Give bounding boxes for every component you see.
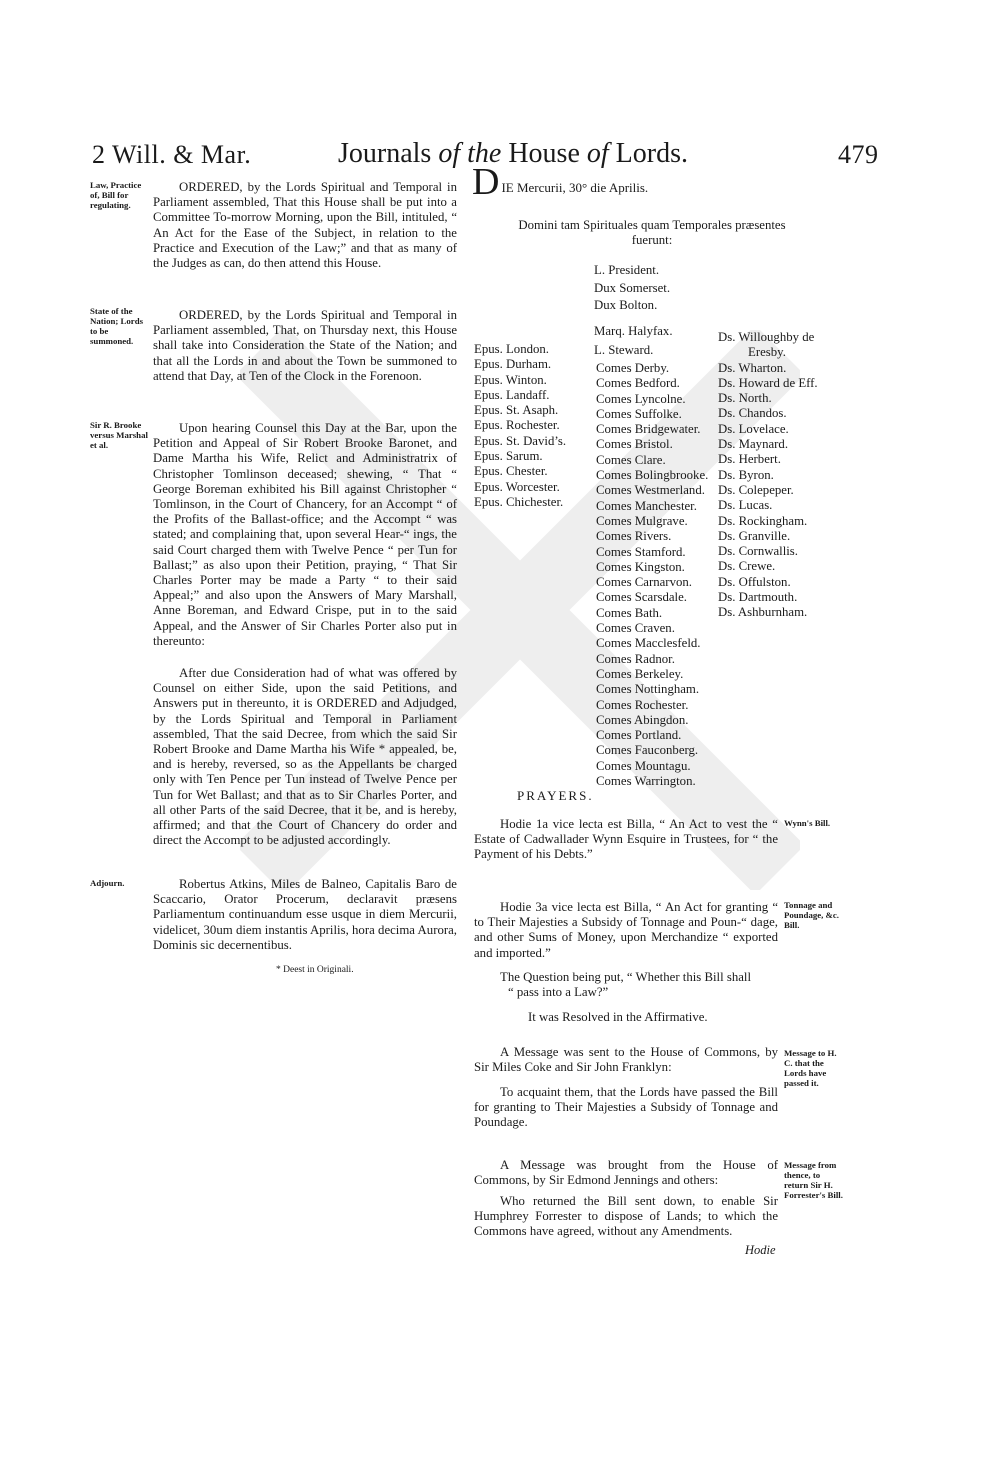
margin-note-wynn: Wynn's Bill. — [784, 818, 831, 828]
header-lords: Lords. — [615, 138, 688, 169]
bishop: Epus. Durham. — [474, 357, 552, 372]
earl: Comes Radnor. — [596, 651, 675, 666]
baron: Ds. Chandos. — [718, 406, 787, 421]
drop-cap: D — [472, 161, 500, 203]
bishop: Epus. Rochester. — [474, 418, 560, 433]
earl: Comes Bolingbrooke. — [596, 468, 709, 483]
baron: Eresby. — [748, 345, 786, 360]
margin-note-state-nation: State of the Nation; Lords to be summoned. — [90, 306, 144, 346]
baron: Ds. Granville. — [718, 528, 791, 543]
baron: Ds. Rockingham. — [718, 513, 808, 528]
earl: Comes Fauconberg. — [596, 743, 699, 758]
margin-note-message-to: Message to H. C. that the Lords have passed it. — [784, 1048, 837, 1088]
footnote: * Deest in Originali. — [276, 965, 354, 975]
earl: Comes Nottingham. — [596, 682, 700, 697]
page-number: 479 — [838, 140, 879, 169]
earl: Comes Mulgrave. — [596, 513, 688, 528]
baron: Ds. Willoughby de — [718, 330, 815, 344]
baron: Ds. Cornwallis. — [718, 544, 798, 559]
earl: Comes Stamford. — [596, 544, 686, 559]
earl: Comes Lyncolne. — [596, 391, 686, 406]
bishops-list — [474, 342, 566, 510]
earl: Comes Scarsdale. — [596, 590, 687, 605]
header-the: the — [467, 138, 502, 169]
header-of: of — [438, 138, 461, 169]
margin-note-adjourn: Adjourn. — [90, 878, 125, 888]
officer: L. President. — [594, 263, 660, 277]
earl: Comes Suffolke. — [596, 406, 682, 421]
baron: Ds. Byron. — [718, 467, 774, 482]
bishop: Epus. Chester. — [474, 464, 548, 479]
die-heading — [472, 161, 832, 203]
bishop: Epus. St. David’s. — [474, 433, 567, 448]
baron: Ds. Lovelace. — [718, 421, 789, 436]
question-line-1: The Question being put, “ Whether this Bill shall — [500, 970, 752, 984]
domini-line-1: Domini tam Spirituales quam Temporales præsentes — [518, 218, 786, 232]
earl: Comes Westmerland. — [596, 483, 705, 498]
earl: Comes Carnarvon. — [596, 575, 692, 590]
margin-note-tonnage: Tonnage and Poundage, &c. Bill. — [784, 900, 839, 930]
order-law-practice: ORDERED, by the Lords Spiritual and Temporal in Parliament assembled, That this House shall be put into a Committee To-morrow Morning, upon the Bill, intituled, “ An Act for the Ease of the Subject, in relation to the Practice and Execution of the Law;” and that as many of the Judges as can, do then attend this House. — [153, 180, 457, 271]
baron: Ds. Crewe. — [718, 559, 776, 574]
officer: Dux Bolton. — [594, 298, 658, 312]
bishop: Epus. London. — [474, 342, 550, 356]
domini-heading — [472, 218, 832, 248]
header-house: House — [508, 138, 580, 169]
message-brought-text: A Message was brought from the House of Commons, by Sir Edmond Jennings and others: — [474, 1158, 778, 1188]
earl: Comes Derby. — [596, 361, 670, 375]
margin-note-brooke: Sir R. Brooke versus Marshal et al. — [90, 420, 148, 450]
header-journals: Journals — [338, 138, 432, 169]
message-sent-text: A Message was sent to the House of Commons, by Sir Miles Coke and Sir John Franklyn: — [474, 1045, 778, 1075]
barons-list — [718, 330, 818, 621]
header-regnal-year: 2 Will. & Mar. — [92, 140, 252, 169]
earl: Comes Bedford. — [596, 376, 680, 391]
prayers-heading: PRAYERS. — [517, 788, 594, 803]
margin-note-message-from: Message from thence, to return Sir H. Forrester's Bill. — [784, 1160, 843, 1200]
baron: Ds. Colepeper. — [718, 482, 794, 497]
die-heading-text: IE Mercurii, 30° die Aprilis. — [501, 180, 649, 195]
earl: Comes Bath. — [596, 605, 663, 620]
officers-list — [594, 262, 673, 360]
earl: Comes Abingdon. — [596, 712, 689, 727]
earl: Comes Kingston. — [596, 559, 685, 574]
bishop: Epus. Worcester. — [474, 479, 560, 494]
earl: Comes Craven. — [596, 621, 675, 636]
earl: Comes Berkeley. — [596, 666, 684, 681]
question-put — [500, 970, 790, 1000]
earls-list — [596, 361, 708, 789]
bill-wynn-text: Hodie 1a vice lecta est Billa, “ An Act to vest the “ Estate of Cadwallader Wynn Esquire in Trustees, for “ the Payment of his Debts.” — [474, 817, 778, 862]
baron: Ds. Dartmouth. — [718, 590, 798, 605]
baron: Ds. Wharton. — [718, 360, 787, 375]
bishop: Epus. Landaff. — [474, 387, 550, 402]
brooke-judgment-text: After due Consideration had of what was offered by Counsel on either Side, upon the said Petitions, and Answers put in thereunto, it is ORDERED and Adjudged, by the Lords Spiritual and Temporal in Parliament assembled, That the said Decree, from which the said Sir Robert Brooke and Dame Martha his Wife * appealed, be, and is hereby, reversed, so as the Appellants be charged only with Ten Pence per Tun instead of Twelve Pence per Tun for Wet Ballast; and that as to Sir Charles Porter, and all other Parts of the said Decree, that it be, and is hereby, affirmed; and that the Court of Chancery do order and direct the Accompt to be adjusted accordingly. — [153, 666, 457, 848]
baron: Ds. Maynard. — [718, 437, 789, 452]
baron: Ds. Lucas. — [718, 498, 773, 513]
adjournment-text: Robertus Atkins, Miles de Balneo, Capitalis Baro de Scaccario, Orator Procerum, declaravit præsens Parliamentum continuandum esse usque in diem Mercurii, videlicet, 30um diem instantis Aprilis, hora decima Aurora, Dominis sic decernentibus. — [153, 877, 457, 952]
baron: Ds. North. — [718, 391, 772, 406]
catchword: Hodie — [745, 1243, 776, 1257]
returned-bill-text: Who returned the Bill sent down, to enable Sir Humphrey Forrester to dispose of Lands; to which the Commons have agreed, without any Amendments. — [474, 1194, 778, 1239]
earl: Comes Rochester. — [596, 697, 689, 712]
baron: Ds. Howard de Eff. — [718, 375, 818, 390]
earl: Comes Rivers. — [596, 529, 672, 544]
margin-note-law-practice: Law, Practice of, Bill for regulating. — [90, 180, 142, 210]
baron: Ds. Offulston. — [718, 574, 791, 589]
brooke-appeal-text: Upon hearing Counsel this Day at the Bar, upon the Petition and Appeal of Sir Robert Brooke Baronet, and Dame Martha his Wife, Relict and Administratrix of Christopher Tomlinson deceased; shewing, “ That “ George Boreman exhibited his Bill against Christopher “ Tomlinson, in the Court of Chancery, for an Accompt “ of the Profits of the Ballast-office; and the Accompt “ was stated; and complaining that, upon several Hear-“ ings, the said Court charged them with Twelve Pence “ per Tun for Ballast;” as also upon their Petition, praying, “ That Sir Charles Porter may be made a Party “ to their said Appeal;” and also upon the Answers of Mary Marshall, Anne Boreman, and Edward Crispe, put in to the said Appeal, and the Answer of Sir Charles Porter also put in thereunto: — [153, 421, 457, 648]
order-state-nation: ORDERED, by the Lords Spiritual and Temporal in Parliament assembled, That, on Thursday next, this House shall take into Consideration the State of the Nation; and that all the Lords in and about the Town be summoned to attend that Day, at Ten of the Clock in the Forenoon. — [153, 308, 457, 383]
question-line-2: “ pass into a Law?” — [508, 985, 609, 1000]
resolved-affirmative: It was Resolved in the Affirmative. — [528, 1010, 708, 1024]
earl: Comes Bristol. — [596, 437, 673, 452]
earl: Comes Mountagu. — [596, 758, 691, 773]
bishop: Epus. Chichester. — [474, 494, 564, 509]
bill-tonnage-text: Hodie 3a vice lecta est Billa, “ An Act for granting “ to Their Majesties a Subsidy of Tonnage and Poun-“ dage, and other Sums of Money, upon Merchandize “ exported and imported.” — [474, 900, 778, 960]
acquaint-text: To acquaint them, that the Lords have passed the Bill for granting to Their Majesties a Subsidy of Tonnage and Poundage. — [474, 1085, 778, 1130]
baron: Ds. Herbert. — [718, 452, 781, 467]
officer: L. Steward. — [594, 343, 654, 357]
header-of-2: of — [586, 138, 609, 169]
baron: Ds. Ashburnham. — [718, 605, 808, 620]
earl: Comes Clare. — [596, 452, 666, 467]
earl: Comes Portland. — [596, 728, 682, 743]
bishop: Epus. Winton. — [474, 372, 547, 387]
bishop: Epus. Sarum. — [474, 449, 543, 464]
officer: Dux Somerset. — [594, 280, 671, 295]
earl: Comes Macclesfeld. — [596, 636, 701, 651]
domini-line-2: fuerunt: — [631, 233, 673, 247]
earl: Comes Bridgewater. — [596, 422, 701, 437]
earl: Comes Warrington. — [596, 774, 696, 789]
bishop: Epus. St. Asaph. — [474, 403, 559, 418]
earl: Comes Manchester. — [596, 498, 697, 513]
officer: Marq. Halyfax. — [594, 323, 673, 338]
